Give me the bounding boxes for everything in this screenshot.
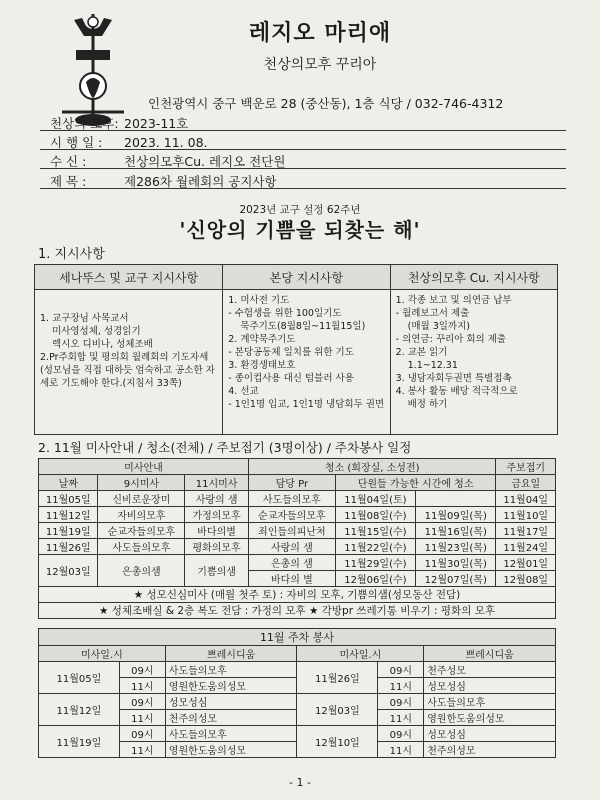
col-mass9: 9시미사 xyxy=(98,475,185,491)
directive-item: - 종이컵사용 대신 텀블러 사용 xyxy=(228,373,354,384)
year-theme-headline: '신앙의 기쁨을 되찾는 해' xyxy=(179,218,421,242)
org-title: 레지오 마리애 xyxy=(248,20,392,46)
group-header-mass: 미사안내 xyxy=(39,459,249,475)
col-left-praesidium: 쁘레시디움 xyxy=(165,646,297,662)
directives-parish xyxy=(223,290,390,435)
cell-praesidium: 천주의성모 xyxy=(165,710,297,726)
cell-date: 11월19일 xyxy=(39,726,120,758)
cell-date: 11월05일 xyxy=(39,491,98,507)
directive-item: 2. 교본 읽기 xyxy=(395,347,448,358)
cell-date: 12월03일 xyxy=(297,694,378,726)
cell-clean2: 12월07일(목) xyxy=(416,571,496,587)
divider xyxy=(40,130,566,131)
col-mass11: 11시미사 xyxy=(185,475,249,491)
cell-praesidium: 사도들의모후 xyxy=(165,726,297,742)
cell-praesidium: 사도들의모후 xyxy=(165,662,297,678)
meta-value: 2023-11호 xyxy=(124,116,189,131)
directive-item: - 월례보고서 제출 xyxy=(395,308,470,319)
col-owner: 담당 Pr xyxy=(248,475,335,491)
divider xyxy=(40,149,566,150)
cell-praesidium: 성모성심 xyxy=(424,726,556,742)
cell-praesidium: 영원한도움의성모 xyxy=(424,710,556,726)
section2-title: 2. 11월 미사안내 / 청소(전체) / 주보접기 (3명이상) / 주차봉사 일정 xyxy=(38,440,412,455)
cell-clean1: 11월08일(수) xyxy=(335,507,415,523)
cell-time: 09시 xyxy=(119,726,165,742)
directive-item: - 1인1명 입교, 1인1명 냉담회두 권면 xyxy=(228,399,385,410)
directive-item: 3. 환경생태보호 xyxy=(228,360,296,371)
directive-item: 1. 교구장님 사목교서 xyxy=(40,313,129,324)
cell-owner: 죄인들의피난처 xyxy=(248,523,335,539)
cell-fri: 11월17일 xyxy=(496,523,556,539)
cell-time: 11시 xyxy=(119,710,165,726)
cell-praesidium: 영원한도움의성모 xyxy=(165,742,297,758)
table-row xyxy=(39,694,556,710)
directive-item: 4. 선교 xyxy=(228,386,259,397)
cell-clean2: 11월30일(목) xyxy=(416,555,496,571)
directives-curia xyxy=(390,290,557,435)
cell-mass11: 사랑의 샘 xyxy=(185,491,249,507)
cell-praesidium: 천주성모 xyxy=(424,662,556,678)
meta-key: 시 행 일 : xyxy=(50,135,103,150)
col-date: 날짜 xyxy=(39,475,98,491)
cell-owner: 사랑의 샘 xyxy=(248,539,335,555)
directives-header-curia: 천상의모후 Cu. 지시사항 xyxy=(390,265,557,290)
table-row xyxy=(39,523,556,539)
cell-date: 11월05일 xyxy=(39,662,120,694)
cell-mass9: 사도들의모후 xyxy=(98,539,185,555)
cell-fri: 11월04일 xyxy=(496,491,556,507)
cell-mass11: 바다의별 xyxy=(185,523,249,539)
directives-table xyxy=(34,264,558,435)
cell-clean2 xyxy=(416,491,496,507)
table-row xyxy=(39,662,556,678)
group-header-bulletin: 주보접기 xyxy=(496,459,556,475)
note-adoration-duty: ★ 성체조배실 & 2층 복도 전담 : 가정의 모후 ★ 각방pr 쓰레기통 비우기 : 평화의 모후 xyxy=(39,603,556,619)
parking-table-title: 11월 주차 봉사 xyxy=(39,629,556,646)
cell-praesidium: 성모성심 xyxy=(424,678,556,694)
col-fri: 금요일 xyxy=(496,475,556,491)
directive-item: 묵주기도(8월8일~11월15일) xyxy=(240,321,366,332)
directives-senatus xyxy=(35,290,223,435)
directive-item: 3. 냉담자회두권면 특별접촉 xyxy=(395,373,512,384)
directive-item: (매월 3일까지) xyxy=(407,321,470,332)
cell-date: 11월12일 xyxy=(39,694,120,726)
divider xyxy=(40,188,566,189)
anniversary-line: 2023년 교구 설정 62주년 xyxy=(239,204,361,216)
cell-mass11: 기쁨의샘 xyxy=(185,555,249,587)
cell-mass9: 순교자들의모후 xyxy=(98,523,185,539)
cell-date: 12월03일 xyxy=(39,555,98,587)
meta-key: 수 신 : xyxy=(50,154,87,169)
meta-value: 2023. 11. 08. xyxy=(124,135,208,150)
org-address: 인천광역시 중구 백운로 28 (중산동), 1층 식당 / 032-746-4312 xyxy=(148,96,504,111)
parking-service-table xyxy=(38,628,556,758)
directive-item: 2. 계약묵주기도 xyxy=(228,334,296,345)
group-header-cleaning: 청소 (회장실, 소성전) xyxy=(248,459,495,475)
meta-value: 천상의모후Cu. 레지오 전단원 xyxy=(124,154,286,169)
directive-item: 1. 미사전 기도 xyxy=(228,295,290,306)
cell-fri: 12월01일 xyxy=(496,555,556,571)
cell-clean2: 11월09일(목) xyxy=(416,507,496,523)
cell-owner: 은총의 샘 xyxy=(248,555,335,571)
cell-date: 11월19일 xyxy=(39,523,98,539)
cell-owner: 순교자들의모후 xyxy=(248,507,335,523)
cell-praesidium: 영원한도움의성모 xyxy=(165,678,297,694)
directive-item: - 의연금: 꾸리아 회의 제출 xyxy=(395,334,507,345)
cell-fri: 11월10일 xyxy=(496,507,556,523)
cell-clean1: 11월15일(수) xyxy=(335,523,415,539)
cell-clean1: 12월06일(수) xyxy=(335,571,415,587)
cell-clean1: 11월22일(수) xyxy=(335,539,415,555)
cell-time: 09시 xyxy=(119,694,165,710)
cell-time: 11시 xyxy=(119,742,165,758)
directive-item: 1.1~12.31 xyxy=(407,360,458,371)
cell-owner: 바다의 별 xyxy=(248,571,335,587)
cell-mass11: 평화의모후 xyxy=(185,539,249,555)
cell-time: 09시 xyxy=(378,662,424,678)
directive-item: 배정 하기 xyxy=(407,399,448,410)
note-marian-mass: ★ 성모신심미사 (매월 첫주 토) : 자비의 모후, 기쁨의샘(성모동산 전담) xyxy=(39,587,556,603)
col-right-datetime: 미사일.시 xyxy=(297,646,424,662)
directive-item: 1. 각종 보고 및 의연금 납부 xyxy=(395,295,512,306)
page-number: - 1 - xyxy=(289,776,311,789)
cell-time: 09시 xyxy=(119,662,165,678)
directive-item: 렉시오 디비나, 성체조배 xyxy=(52,339,153,350)
col-possible: 단원들 가능한 시간에 청소 xyxy=(335,475,496,491)
cell-clean2: 11월16일(목) xyxy=(416,523,496,539)
directive-item: - 수험생을 위한 100일기도 xyxy=(228,308,342,319)
directive-item: 미사영성체, 성경읽기 xyxy=(52,326,141,337)
cell-time: 11시 xyxy=(119,678,165,694)
org-subtitle: 천상의모후 꾸리아 xyxy=(263,57,377,73)
directive-item: - 본당공동체 일치를 위한 기도 xyxy=(228,347,354,358)
cell-time: 11시 xyxy=(378,710,424,726)
cell-owner: 사도들의모후 xyxy=(248,491,335,507)
cell-mass11: 가정의모후 xyxy=(185,507,249,523)
col-left-datetime: 미사일.시 xyxy=(39,646,166,662)
table-row xyxy=(39,539,556,555)
cell-date: 12월10일 xyxy=(297,726,378,758)
directives-header-parish: 본당 지시사항 xyxy=(223,265,390,290)
meta-value: 제286차 월례회의 공지사항 xyxy=(124,174,277,189)
cell-fri: 12월08일 xyxy=(496,571,556,587)
cell-mass9: 자비의모후 xyxy=(98,507,185,523)
cell-date: 11월26일 xyxy=(39,539,98,555)
cell-clean2: 11월23일(목) xyxy=(416,539,496,555)
cell-time: 11시 xyxy=(378,678,424,694)
section1-title: 1. 지시사항 xyxy=(38,247,105,262)
directive-item: 2.Pr주회합 및 평의회 월례회의 기도자세 xyxy=(40,352,209,363)
meta-key: 천상의 모후: xyxy=(50,116,119,131)
table-row xyxy=(39,726,556,742)
cell-praesidium: 천주의성모 xyxy=(424,742,556,758)
meta-key: 제 목 : xyxy=(50,174,87,189)
table-row xyxy=(39,555,556,571)
table-row xyxy=(39,491,556,507)
directive-item: 4. 봉사 활동 배당 적극적으로 xyxy=(395,386,518,397)
cell-fri: 11월24일 xyxy=(496,539,556,555)
cell-mass9: 신비로운장미 xyxy=(98,491,185,507)
cell-clean1: 11월04일(토) xyxy=(335,491,415,507)
cell-time: 11시 xyxy=(378,742,424,758)
cell-praesidium: 성모성심 xyxy=(165,694,297,710)
divider xyxy=(40,168,566,169)
cell-date: 11월12일 xyxy=(39,507,98,523)
table-row xyxy=(39,507,556,523)
cell-praesidium: 사도들의모후 xyxy=(424,694,556,710)
cell-mass9: 은총의샘 xyxy=(98,555,185,587)
cell-time: 09시 xyxy=(378,694,424,710)
cell-clean1: 11월29일(수) xyxy=(335,555,415,571)
directive-item: (성모님을 직접 대하듯 엄숙하고 공소한 자세로 기도해야 한다.(지침서 33쪽) xyxy=(40,365,215,389)
directives-header-senatus: 세나뚜스 및 교구 지시사항 xyxy=(35,265,223,290)
cell-time: 09시 xyxy=(378,726,424,742)
col-right-praesidium: 쁘레시디움 xyxy=(424,646,556,662)
november-schedule-table xyxy=(38,458,556,619)
cell-date: 11월26일 xyxy=(297,662,378,694)
